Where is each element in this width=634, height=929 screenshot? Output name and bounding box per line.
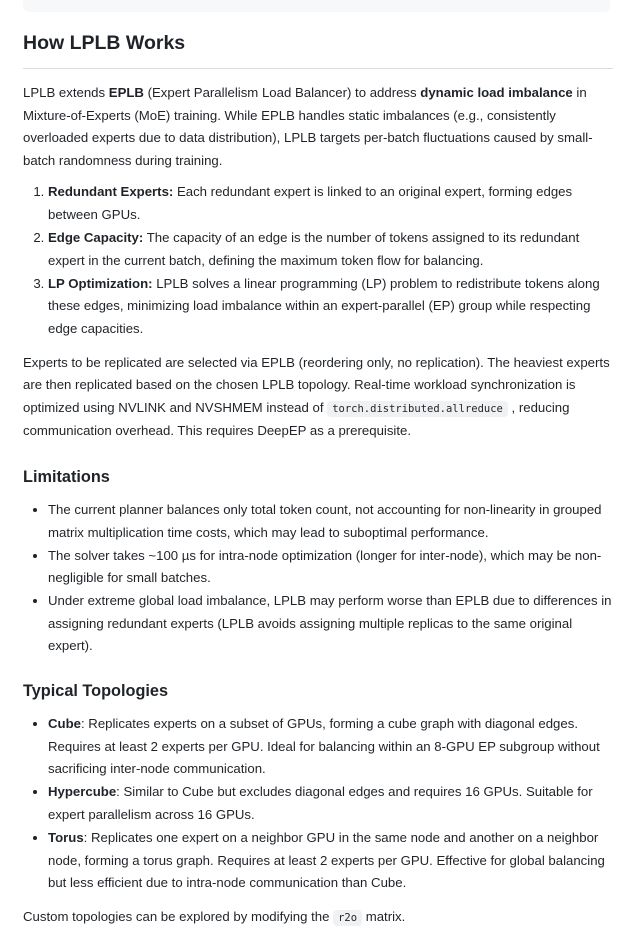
text-segment: Each redundant expert is linked to an original expert, forming edges between GPUs. bbox=[48, 184, 573, 222]
section-heading-how-lplb-works: How LPLB Works bbox=[23, 28, 613, 69]
topology-item bbox=[48, 781, 613, 826]
custom-topologies-paragraph bbox=[23, 906, 613, 929]
text-segment: (Expert Parallelism Load Balancer) to address bbox=[143, 85, 421, 100]
text-segment: : Replicates experts on a subset of GPUs, forming a cube graph with diagonal edges. Requires at least 2 experts per GPU. Ideal for balancing within an 8-GPU EP subgroup without sacrificing inter-node communication. bbox=[48, 716, 600, 777]
text-segment: Custom topologies can be explored by modifying the bbox=[23, 908, 334, 924]
limitation-item bbox=[48, 545, 613, 590]
limitation-item bbox=[48, 590, 613, 658]
text-segment: in Mixture-of-Experts (MoE) training. While EPLB handles static imbalances (e.g., consistently overloaded experts due to data distribution), LPLB targets per-batch fluctuations caused by small-batch randomness during training. bbox=[23, 85, 593, 168]
topologies-heading: Typical Topologies bbox=[23, 682, 169, 701]
topologies-list bbox=[23, 713, 613, 895]
limitations-heading: Limitations bbox=[23, 467, 110, 486]
step-item bbox=[48, 227, 613, 272]
inline-code: r2o bbox=[333, 910, 362, 926]
bold-text: Torus bbox=[48, 830, 84, 846]
text-segment: LPLB solves a linear programming (LP) problem to redistribute tokens along these edges, minimizing load imbalance within an expert-parallel (EP) group while respecting edge capacities. bbox=[48, 275, 600, 336]
text-segment: The solver takes ~100 µs for intra-node optimization (longer for inter-node), which may be non-negligible for small batches. bbox=[48, 547, 602, 586]
bold-text: LP Optimization: bbox=[48, 275, 153, 291]
text-segment: matrix. bbox=[362, 908, 406, 924]
text-segment: : Similar to Cube but excludes diagonal edges and requires 16 GPUs. Suitable for expert parallelism across 16 GPUs. bbox=[48, 784, 593, 822]
text-segment: Under extreme global load imbalance, LPLB may perform worse than EPLB due to differences in assigning redundant experts (LPLB avoids assigning multiple replicas to the same original expert). bbox=[48, 593, 612, 654]
bold-text: EPLB bbox=[108, 85, 144, 100]
readme-content bbox=[23, 28, 613, 929]
limitation-item bbox=[48, 499, 613, 544]
step-item bbox=[48, 273, 613, 341]
text-segment: : Replicates one expert on a neighbor GPU in the same node and another on a neighbor node, forming a torus graph. Requires at least 2 experts per GPU. Effective for global balancing but less efficient due to intra-node communication than Cube. bbox=[48, 830, 605, 891]
bold-text: Cube bbox=[48, 716, 81, 732]
text-segment: Experts to be replicated are selected via EPLB (reordering only, no replication). The heaviest experts are then replicated based on the chosen LPLB topology. Real-time workload synchronization is optimized using NVLINK and NVSHMEM instead of bbox=[23, 354, 610, 415]
text-segment: The current planner balances only total token count, not accounting for non-linearity in grouped matrix multiplication time costs, which may lead to suboptimal performance. bbox=[48, 501, 602, 540]
previous-section-box bbox=[23, 0, 610, 12]
bold-text: dynamic load imbalance bbox=[420, 85, 573, 100]
limitations-list bbox=[23, 499, 613, 658]
text-segment: The capacity of an edge is the number of tokens assigned to its redundant expert in the current batch, defining the maximum token flow for balancing. bbox=[48, 230, 580, 268]
bold-text: Edge Capacity: bbox=[48, 230, 144, 246]
text-segment: , reducing communication overhead. This requires DeepEP as a prerequisite. bbox=[23, 399, 570, 439]
step-item bbox=[48, 181, 613, 226]
topology-item bbox=[48, 827, 613, 895]
bold-text: Hypercube bbox=[48, 784, 117, 800]
inline-code: torch.distributed.allreduce bbox=[327, 401, 508, 417]
text-segment: LPLB extends bbox=[23, 85, 109, 100]
replication-paragraph bbox=[23, 352, 613, 443]
bold-text: Redundant Experts: bbox=[48, 184, 174, 200]
steps-list bbox=[23, 181, 613, 340]
intro-paragraph bbox=[23, 82, 613, 172]
topology-item bbox=[48, 713, 613, 781]
